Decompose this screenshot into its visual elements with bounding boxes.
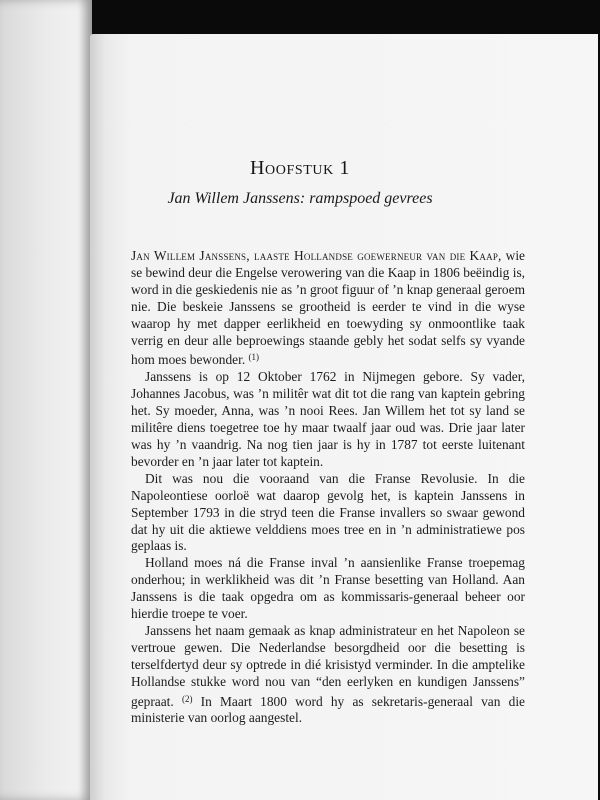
left-page-edge bbox=[0, 0, 92, 800]
chapter-subtitle: Jan Willem Janssens: rampspoed gevrees bbox=[167, 190, 433, 207]
paragraph bbox=[131, 369, 525, 470]
paragraph-text-continued: In Maart 1800 word hy as sekretaris-generaal van die ministerie van oorlog aangestel. bbox=[131, 693, 525, 726]
paragraph-lead: Jan Willem Janssens, laaste Hollandse goewerneur van die Kaap, bbox=[131, 248, 502, 263]
paragraph-text: Holland moes ná die Franse inval ’n aansienlike Franse troepemag onderhou; in werklikheid was dit ’n Franse besetting van Holland. Aan Janssens is die taak opgedra om as kommissaris-generaal beheer oor hierdie troepe te voer. bbox=[131, 555, 525, 622]
paragraph bbox=[131, 555, 525, 623]
paragraph-text: Dit was nou die vooraand van die Franse Revolusie. In die Napoleontiese oorloë wat daarop gevolg het, is kaptein Janssens in September 1793 in die stryd teen die Franse invallers so swaar gewond dat hy uit die aktiewe velddiens moes tree en in ’n administratiewe pos geplaas is. bbox=[131, 470, 525, 554]
footnote-marker: (1) bbox=[248, 352, 260, 363]
paragraph-text: Janssens het naam gemaak as knap administrateur en het Napoleon se vertroue gewen. Die Nederlandse besorgdheid oor die besetting is terselfdertyd deur sy optrede in dié krisistyd verminder. In die amptelike Hollandse stukke word nou van “den eerlyken en kundigen Janssens” gepraat. bbox=[131, 622, 525, 709]
paragraph-text: Janssens is op 12 Oktober 1762 in Nijmegen gebore. Sy vader, Johannes Jacobus, was ’n militêr wat dit tot die rang van kaptein gebring het. Sy moeder, Anna, was ’n nooi Rees. Jan Willem het tot sy land se militêre diens toegetree toe hy maar twaalf jaar oud was. Drie jaar later was hy ’n vaandrig. Na nog tien jaar is hy in 1787 tot eerste luitenant bevorder en ’n jaar later tot kaptein. bbox=[131, 369, 525, 469]
chapter-heading: Hoofstuk 1 bbox=[249, 157, 350, 179]
paragraph bbox=[131, 248, 525, 369]
paragraph-text: wie se bewind deur die Engelse verowering van die Kaap in 1806 beëindig is, word in die geskiedenis nie as ’n groot figuur of ’n knap generaal geroem nie. Die beskeie Janssens se grootheid is eerder te vind in die wyse waarop hy met dapper eerlikheid en toewyding sy onmoontlike taak verrig en deur alle beproewings staande gebly het sodat selfs sy vyande hom moes bewonder. bbox=[131, 248, 525, 368]
body-text bbox=[131, 248, 525, 727]
paragraph bbox=[131, 623, 525, 727]
paragraph bbox=[131, 471, 525, 556]
footnote-marker: (2) bbox=[181, 693, 193, 704]
